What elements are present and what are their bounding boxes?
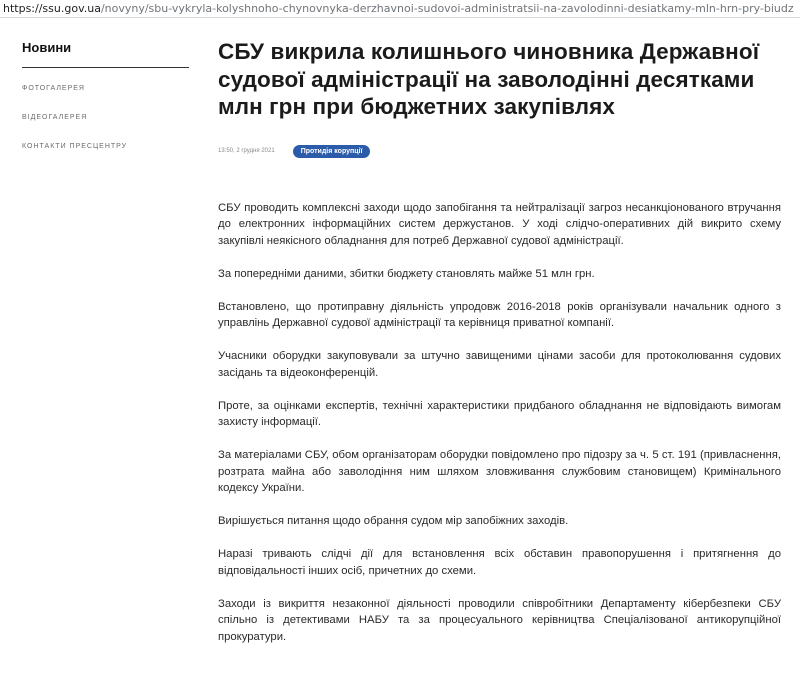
article-meta xyxy=(218,145,781,158)
url-domain: https://ssu.gov.ua xyxy=(3,2,101,15)
sidebar-nav xyxy=(22,40,189,150)
article-paragraph: Проте, за оцінками експертів, технічні характеристики придбаного обладнання не відповідають вимогам захисту інформації. xyxy=(218,399,781,428)
sidebar-item-video-gallery[interactable]: ВІДЕОГАЛЕРЕЯ xyxy=(22,114,88,121)
sidebar-item-press-contacts[interactable]: КОНТАКТИ ПРЕСЦЕНТРУ xyxy=(22,143,128,150)
article-title: СБУ викрила колишнього чиновника Державної судової адміністрації на заволодінні десятками млн грн при бюджетних закупівлях xyxy=(218,39,760,119)
article-paragraph: Наразі тривають слідчі дії для встановлення всіх обставин правопорушення і притягнення до відповідальності інших осіб, причетних до схеми. xyxy=(218,548,781,577)
article-paragraph: За попередніми даними, збитки бюджету становлять майже 51 млн грн. xyxy=(218,267,595,280)
article-paragraph: Встановлено, що протиправну діяльність упродовж 2016-2018 років організували начальник одного з управлінь Державної судової адміністрації та керівниця приватної компанії. xyxy=(218,300,781,329)
sidebar-item-photo-gallery[interactable]: ФОТОГАЛЕРЕЯ xyxy=(22,85,85,92)
sidebar-item-news[interactable]: Новини xyxy=(22,40,189,68)
address-bar[interactable] xyxy=(0,0,800,18)
category-tag[interactable]: Протидія корупції xyxy=(293,145,371,158)
article-date: 13:50, 2 грудня 2021 xyxy=(218,148,275,154)
article-paragraph: СБУ проводить комплексні заходи щодо запобігання та нейтралізації загроз несанкціонованого втручання до електронних інформаційних систем держустанов. У ході слідчо-оперативних дій викрито схему закупівлі неякісного обладнання для потреб Державної судової адміністрації. xyxy=(218,201,781,247)
url-path: /novyny/sbu-vykryla-kolyshnoho-chynovnyka-derzhavnoi-sudovoi-administratsii-na-zavolodinni-desiatkamy-mln-hrn-pry-biudz xyxy=(100,2,794,15)
article-paragraph: Вирішується питання щодо обрання судом мір запобіжних заходів. xyxy=(218,515,569,527)
article xyxy=(218,38,781,662)
article-paragraph: Заходи із викриття незаконної діяльності проводили співробітники Департаменту кібербезпеки СБУ спільно із детективами НАБУ та за процесуального керівництва Спеціалізованої антикорупційної прокуратури. xyxy=(218,597,781,643)
article-body xyxy=(218,200,781,646)
article-paragraph: Учасники оборудки закуповували за штучно завищеними цінами засоби для протоколювання судових засідань та відеоконференцій. xyxy=(218,350,781,379)
article-paragraph: За матеріалами СБУ, обом організаторам оборудки повідомлено про підозру за ч. 5 ст. 191 (привласнення, розтрата майна або заволодіння ним шляхом зловживання службовим становищем) Кримінального кодексу України. xyxy=(218,449,781,494)
